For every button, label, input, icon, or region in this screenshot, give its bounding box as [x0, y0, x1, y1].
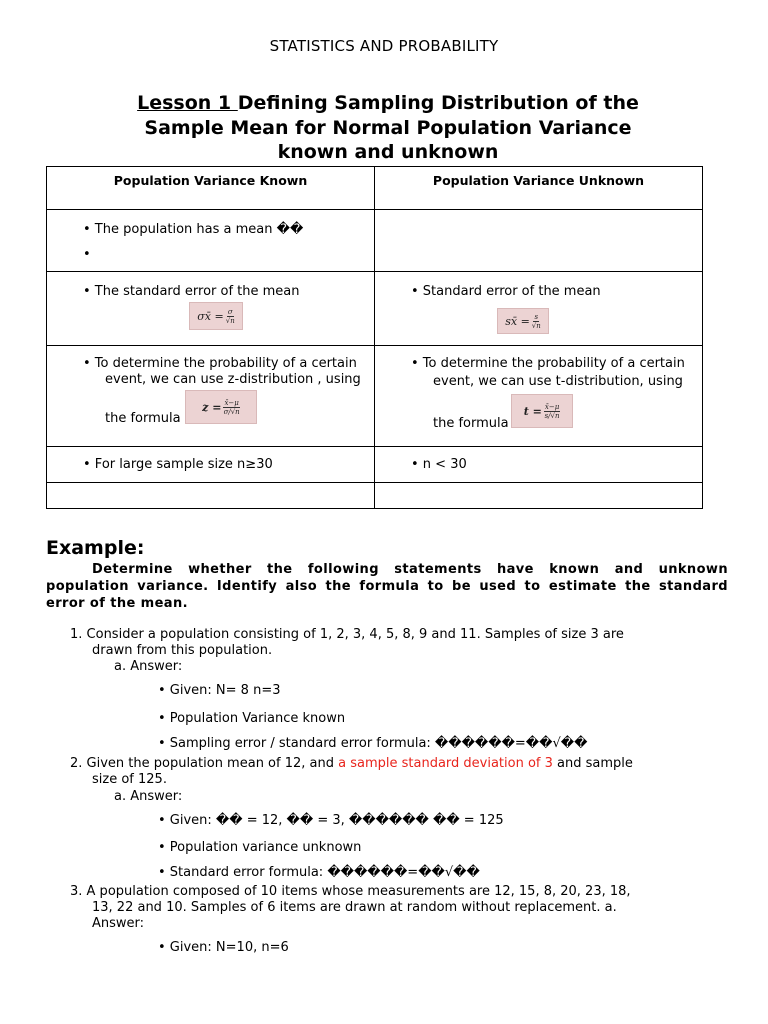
page-header: STATISTICS AND PROBABILITY — [269, 37, 499, 55]
col-header-unknown: Population Variance Unknown — [375, 167, 703, 210]
example-heading: Example: — [46, 537, 145, 559]
known-empty-bullet: • — [83, 247, 91, 262]
title-line3: known and unknown — [277, 141, 499, 163]
table-row — [47, 483, 703, 509]
known-size-text: • For large sample size n≥30 — [83, 457, 273, 472]
cell-empty — [375, 483, 703, 509]
q2-line2: size of 125. — [92, 772, 167, 787]
q1-formula: • Sampling error / standard error formula: ������=��√�� — [158, 736, 588, 751]
q1-given: • Given: N= 8 n=3 — [158, 683, 281, 698]
cell-known-size — [47, 447, 375, 483]
known-z-line2: event, we can use z-distribution , using — [105, 372, 361, 387]
unknown-se-text: • Standard error of the mean — [411, 284, 601, 299]
q2-formula: • Standard error formula: ������=��√�� — [158, 865, 480, 880]
cell-known-se — [47, 272, 375, 346]
lesson-title — [60, 91, 716, 165]
example-intro: Determine whether the following statements have known and unknown population variance. Identify also the formula to be used to estimate the standard error of the mean. — [46, 562, 728, 611]
table-row — [47, 210, 703, 272]
unknown-t-line2: event, we can use t-distribution, using — [433, 374, 683, 389]
q1-variance: • Population Variance known — [158, 711, 346, 726]
unknown-size-text: • n < 30 — [411, 457, 467, 472]
q2-highlight: a sample standard deviation of 3 — [338, 756, 553, 771]
known-z-line1: • To determine the probability of a certain — [83, 356, 357, 371]
q2-variance: • Population variance unknown — [158, 840, 362, 855]
title-line1: Defining Sampling Distribution of the — [237, 92, 639, 114]
se-unknown-formula-image: sx̄ = $\frac{s}{√n}$ — [497, 308, 549, 334]
q2-line1: 2. Given the population mean of 12, and a sample standard deviation of 3 and sample — [70, 756, 633, 771]
lesson-number: Lesson 1 — [137, 92, 238, 114]
q3-given: • Given: N=10, n=6 — [158, 940, 289, 955]
cell-known-z — [47, 346, 375, 447]
z-formula-image: z = $\frac{x̄-\mu}{\sigma/√n}$ — [185, 390, 257, 424]
known-se-text: • The standard error of the mean — [83, 284, 300, 299]
q1-line1: 1. Consider a population consisting of 1, 2, 3, 4, 5, 8, 9 and 11. Samples of size 3 are — [70, 627, 624, 642]
unknown-t-line1: • To determine the probability of a certain — [411, 356, 685, 371]
table-row — [47, 346, 703, 447]
table-header-row — [47, 167, 703, 210]
known-mean-text: • The population has a mean �� — [83, 222, 304, 237]
cell-unknown-size — [375, 447, 703, 483]
q3-line1: 3. A population composed of 10 items whose measurements are 12, 15, 8, 20, 23, 18, — [70, 884, 631, 899]
q2-answer-label: a. Answer: — [114, 789, 183, 804]
table-row — [47, 272, 703, 346]
variance-comparison-table — [46, 166, 703, 509]
cell-empty — [47, 483, 375, 509]
q1-answer-label: a. Answer: — [114, 659, 183, 674]
q2-given: • Given: �� = 12, �� = 3, ������ �� = 125 — [158, 813, 504, 828]
t-formula-image: t = $\frac{x̄-\mu}{s/√n}$ — [511, 394, 573, 428]
table-row — [47, 447, 703, 483]
unknown-t-line3: the formula — [433, 416, 509, 431]
col-header-known: Population Variance Known — [47, 167, 375, 210]
title-line2: Sample Mean for Normal Population Variance — [144, 116, 632, 139]
q3-line3: Answer: — [92, 916, 145, 931]
cell-unknown-empty — [375, 210, 703, 272]
cell-known-mean — [47, 210, 375, 272]
cell-unknown-se — [375, 272, 703, 346]
known-z-line3: the formula — [105, 411, 181, 426]
q1-line2: drawn from this population. — [92, 643, 273, 658]
cell-unknown-t — [375, 346, 703, 447]
se-known-formula-image: σx̄ = $\frac{\sigma}{√n}$ — [189, 302, 243, 330]
q3-line2: 13, 22 and 10. Samples of 6 items are drawn at random without replacement. a. — [92, 900, 617, 915]
